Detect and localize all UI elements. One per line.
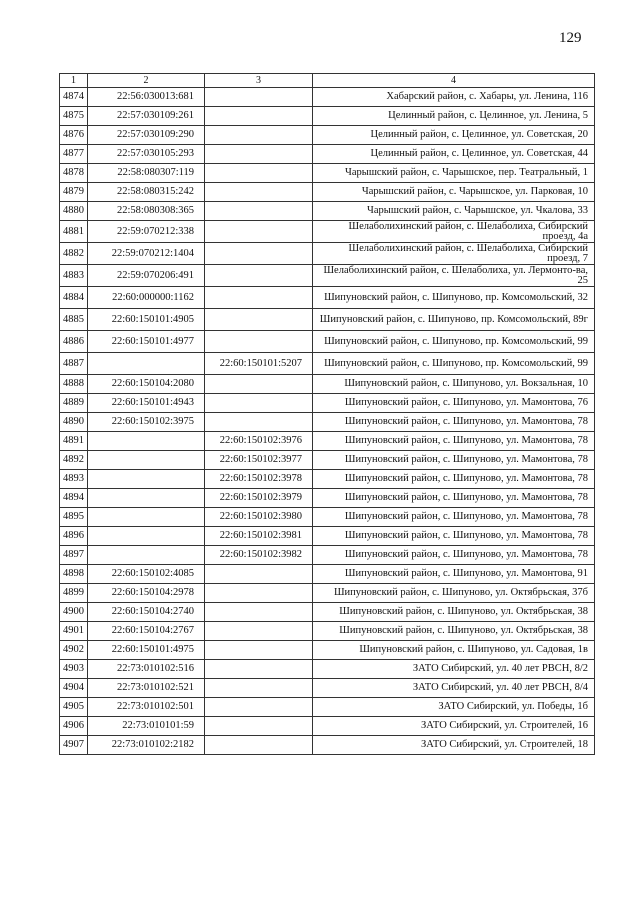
row-number: 4889 (60, 394, 88, 413)
address: Шипуновский район, с. Шипуново, ул. Мамонтова, 78 (313, 489, 595, 508)
table-row (60, 309, 595, 331)
table-row (60, 221, 595, 243)
address: ЗАТО Сибирский, ул. 40 лет РВСН, 8/2 (313, 660, 595, 679)
table-row (60, 641, 595, 660)
row-number: 4906 (60, 717, 88, 736)
cadastral-number: 22:60:150102:3975 (88, 413, 205, 432)
cadastral-number (88, 546, 205, 565)
address: Шипуновский район, с. Шипуново, пр. Комсомольский, 99 (313, 331, 595, 353)
row-number: 4902 (60, 641, 88, 660)
cadastral-number (88, 489, 205, 508)
cadastral-number-structure: 22:60:150102:3978 (205, 470, 313, 489)
cadastral-number-structure (205, 394, 313, 413)
address: Шипуновский район, с. Шипуново, пр. Комсомольский, 99 (313, 353, 595, 375)
address: Целинный район, с. Целинное, ул. Ленина, 5 (313, 107, 595, 126)
cadastral-number-structure: 22:60:150102:3979 (205, 489, 313, 508)
table-row (60, 164, 595, 183)
table-row (60, 565, 595, 584)
row-number: 4876 (60, 126, 88, 145)
row-number: 4882 (60, 243, 88, 265)
cadastral-number: 22:60:150101:4975 (88, 641, 205, 660)
cadastral-number (88, 432, 205, 451)
row-number: 4893 (60, 470, 88, 489)
cadastral-number-structure (205, 265, 313, 287)
address: ЗАТО Сибирский, ул. 40 лет РВСН, 8/4 (313, 679, 595, 698)
cadastral-number-structure (205, 331, 313, 353)
cadastral-number-structure (205, 88, 313, 107)
address: Шелаболихинский район, с. Шелаболиха, Сибирский проезд, 4а (313, 221, 595, 243)
cadastral-number-structure (205, 603, 313, 622)
address: Шипуновский район, с. Шипуново, ул. Мамонтова, 78 (313, 508, 595, 527)
cadastral-number: 22:60:150104:2767 (88, 622, 205, 641)
row-number: 4887 (60, 353, 88, 375)
address: Хабарский район, с. Хабары, ул. Ленина, 116 (313, 88, 595, 107)
table-row (60, 287, 595, 309)
header-col-2: 2 (88, 74, 205, 88)
cadastral-number: 22:73:010102:521 (88, 679, 205, 698)
address: Шипуновский район, с. Шипуново, ул. Мамонтова, 78 (313, 413, 595, 432)
cadastral-number-structure: 22:60:150102:3976 (205, 432, 313, 451)
page-number: 129 (559, 30, 582, 46)
table-row (60, 413, 595, 432)
row-number: 4894 (60, 489, 88, 508)
table-row (60, 88, 595, 107)
row-number: 4905 (60, 698, 88, 717)
address: Шелаболихинский район, с. Шелаболиха, Сибирский проезд, 7 (313, 243, 595, 265)
address: Шипуновский район, с. Шипуново, ул. Вокзальная, 10 (313, 375, 595, 394)
table-row (60, 660, 595, 679)
table-row (60, 603, 595, 622)
row-number: 4875 (60, 107, 88, 126)
cadastral-number (88, 451, 205, 470)
row-number: 4898 (60, 565, 88, 584)
cadastral-number-structure (205, 126, 313, 145)
cadastral-number: 22:56:030013:681 (88, 88, 205, 107)
address: ЗАТО Сибирский, ул. Победы, 1б (313, 698, 595, 717)
cadastral-number-structure: 22:60:150102:3981 (205, 527, 313, 546)
address: Чарышский район, с. Чарышское, ул. Чкалова, 33 (313, 202, 595, 221)
cadastral-number: 22:59:070212:338 (88, 221, 205, 243)
cadastral-number: 22:59:070212:1404 (88, 243, 205, 265)
table-row (60, 717, 595, 736)
cadastral-number-structure (205, 717, 313, 736)
address: Шипуновский район, с. Шипуново, пр. Комсомольский, 32 (313, 287, 595, 309)
cadastral-number: 22:60:150104:2740 (88, 603, 205, 622)
table-row (60, 107, 595, 126)
cadastral-number: 22:60:000000:1162 (88, 287, 205, 309)
cadastral-number (88, 527, 205, 546)
cadastral-number-structure (205, 565, 313, 584)
cadastral-number-structure (205, 622, 313, 641)
address: Шипуновский район, с. Шипуново, пр. Комсомольский, 89г (313, 309, 595, 331)
cadastral-number-structure (205, 375, 313, 394)
row-number: 4881 (60, 221, 88, 243)
table-row (60, 145, 595, 164)
row-number: 4896 (60, 527, 88, 546)
address: Шипуновский район, с. Шипуново, ул. Мамонтова, 78 (313, 546, 595, 565)
cadastral-number (88, 508, 205, 527)
cadastral-number: 22:60:150101:4977 (88, 331, 205, 353)
cadastral-number-structure (205, 584, 313, 603)
table-row (60, 331, 595, 353)
table-header-row (60, 74, 595, 88)
row-number: 4877 (60, 145, 88, 164)
cadastral-number-structure (205, 736, 313, 755)
table-row (60, 546, 595, 565)
cadastral-number: 22:57:030105:293 (88, 145, 205, 164)
table-row (60, 126, 595, 145)
row-number: 4880 (60, 202, 88, 221)
header-col-3: 3 (205, 74, 313, 88)
cadastral-number (88, 353, 205, 375)
cadastral-number-structure (205, 413, 313, 432)
address: Целинный район, с. Целинное, ул. Советская, 20 (313, 126, 595, 145)
address: Шелаболихинский район, с. Шелаболиха, ул. Лермонто-ва, 25 (313, 265, 595, 287)
cadastral-number-structure (205, 679, 313, 698)
header-col-1: 1 (60, 74, 88, 88)
address: Шипуновский район, с. Шипуново, ул. Октябрьская, 37б (313, 584, 595, 603)
row-number: 4878 (60, 164, 88, 183)
row-number: 4888 (60, 375, 88, 394)
cadastral-number-structure (205, 698, 313, 717)
cadastral-number: 22:58:080308:365 (88, 202, 205, 221)
cadastral-number: 22:73:010101:59 (88, 717, 205, 736)
cadastral-number: 22:58:080315:242 (88, 183, 205, 202)
row-number: 4907 (60, 736, 88, 755)
cadastral-number: 22:60:150101:4943 (88, 394, 205, 413)
address: Шипуновский район, с. Шипуново, ул. Октябрьская, 38 (313, 622, 595, 641)
table-row (60, 202, 595, 221)
table-row (60, 679, 595, 698)
address: Шипуновский район, с. Шипуново, ул. Мамонтова, 78 (313, 432, 595, 451)
cadastral-number-structure (205, 164, 313, 183)
row-number: 4903 (60, 660, 88, 679)
table-row (60, 698, 595, 717)
cadastral-number-structure (205, 145, 313, 164)
table-row (60, 243, 595, 265)
table-row (60, 470, 595, 489)
cadastral-number: 22:58:080307:119 (88, 164, 205, 183)
cadastral-number: 22:73:010102:516 (88, 660, 205, 679)
register-table (59, 73, 595, 755)
header-col-4: 4 (313, 74, 595, 88)
table-row (60, 394, 595, 413)
table-row (60, 736, 595, 755)
cadastral-number-structure: 22:60:150102:3980 (205, 508, 313, 527)
address: Шипуновский район, с. Шипуново, ул. Мамонтова, 76 (313, 394, 595, 413)
cadastral-number: 22:60:150104:2978 (88, 584, 205, 603)
row-number: 4883 (60, 265, 88, 287)
table-row (60, 489, 595, 508)
address: Целинный район, с. Целинное, ул. Советская, 44 (313, 145, 595, 164)
row-number: 4884 (60, 287, 88, 309)
cadastral-number-structure (205, 309, 313, 331)
row-number: 4874 (60, 88, 88, 107)
cadastral-number-structure: 22:60:150102:3977 (205, 451, 313, 470)
cadastral-number: 22:59:070206:491 (88, 265, 205, 287)
row-number: 4897 (60, 546, 88, 565)
table-row (60, 432, 595, 451)
cadastral-number-structure (205, 183, 313, 202)
cadastral-number: 22:60:150104:2080 (88, 375, 205, 394)
address: ЗАТО Сибирский, ул. Строителей, 16 (313, 717, 595, 736)
register-table-body (60, 74, 595, 755)
address: Шипуновский район, с. Шипуново, ул. Мамонтова, 78 (313, 451, 595, 470)
address: ЗАТО Сибирский, ул. Строителей, 18 (313, 736, 595, 755)
cadastral-number-structure: 22:60:150101:5207 (205, 353, 313, 375)
cadastral-number-structure (205, 107, 313, 126)
cadastral-number: 22:57:030109:290 (88, 126, 205, 145)
table-row (60, 265, 595, 287)
cadastral-number-structure (205, 221, 313, 243)
table-row (60, 353, 595, 375)
table-row (60, 584, 595, 603)
address: Чарышский район, с. Чарышское, пер. Театральный, 1 (313, 164, 595, 183)
row-number: 4892 (60, 451, 88, 470)
cadastral-number-structure (205, 641, 313, 660)
cadastral-number-structure (205, 202, 313, 221)
row-number: 4904 (60, 679, 88, 698)
row-number: 4895 (60, 508, 88, 527)
address: Шипуновский район, с. Шипуново, ул. Мамонтова, 78 (313, 527, 595, 546)
cadastral-number-structure (205, 243, 313, 265)
row-number: 4899 (60, 584, 88, 603)
cadastral-number (88, 470, 205, 489)
cadastral-number: 22:60:150102:4085 (88, 565, 205, 584)
table-row (60, 622, 595, 641)
cadastral-number-structure (205, 287, 313, 309)
table-row (60, 451, 595, 470)
row-number: 4885 (60, 309, 88, 331)
cadastral-number: 22:73:010102:501 (88, 698, 205, 717)
row-number: 4890 (60, 413, 88, 432)
cadastral-number: 22:73:010102:2182 (88, 736, 205, 755)
address: Шипуновский район, с. Шипуново, ул. Мамонтова, 91 (313, 565, 595, 584)
row-number: 4886 (60, 331, 88, 353)
cadastral-number-structure: 22:60:150102:3982 (205, 546, 313, 565)
row-number: 4879 (60, 183, 88, 202)
table-row (60, 183, 595, 202)
row-number: 4891 (60, 432, 88, 451)
address: Шипуновский район, с. Шипуново, ул. Садовая, 1в (313, 641, 595, 660)
table-row (60, 375, 595, 394)
row-number: 4901 (60, 622, 88, 641)
cadastral-number-structure (205, 660, 313, 679)
table-row (60, 508, 595, 527)
row-number: 4900 (60, 603, 88, 622)
cadastral-number: 22:60:150101:4905 (88, 309, 205, 331)
cadastral-number: 22:57:030109:261 (88, 107, 205, 126)
address: Шипуновский район, с. Шипуново, ул. Октябрьская, 38 (313, 603, 595, 622)
address: Чарышский район, с. Чарышское, ул. Парковая, 10 (313, 183, 595, 202)
address: Шипуновский район, с. Шипуново, ул. Мамонтова, 78 (313, 470, 595, 489)
table-row (60, 527, 595, 546)
